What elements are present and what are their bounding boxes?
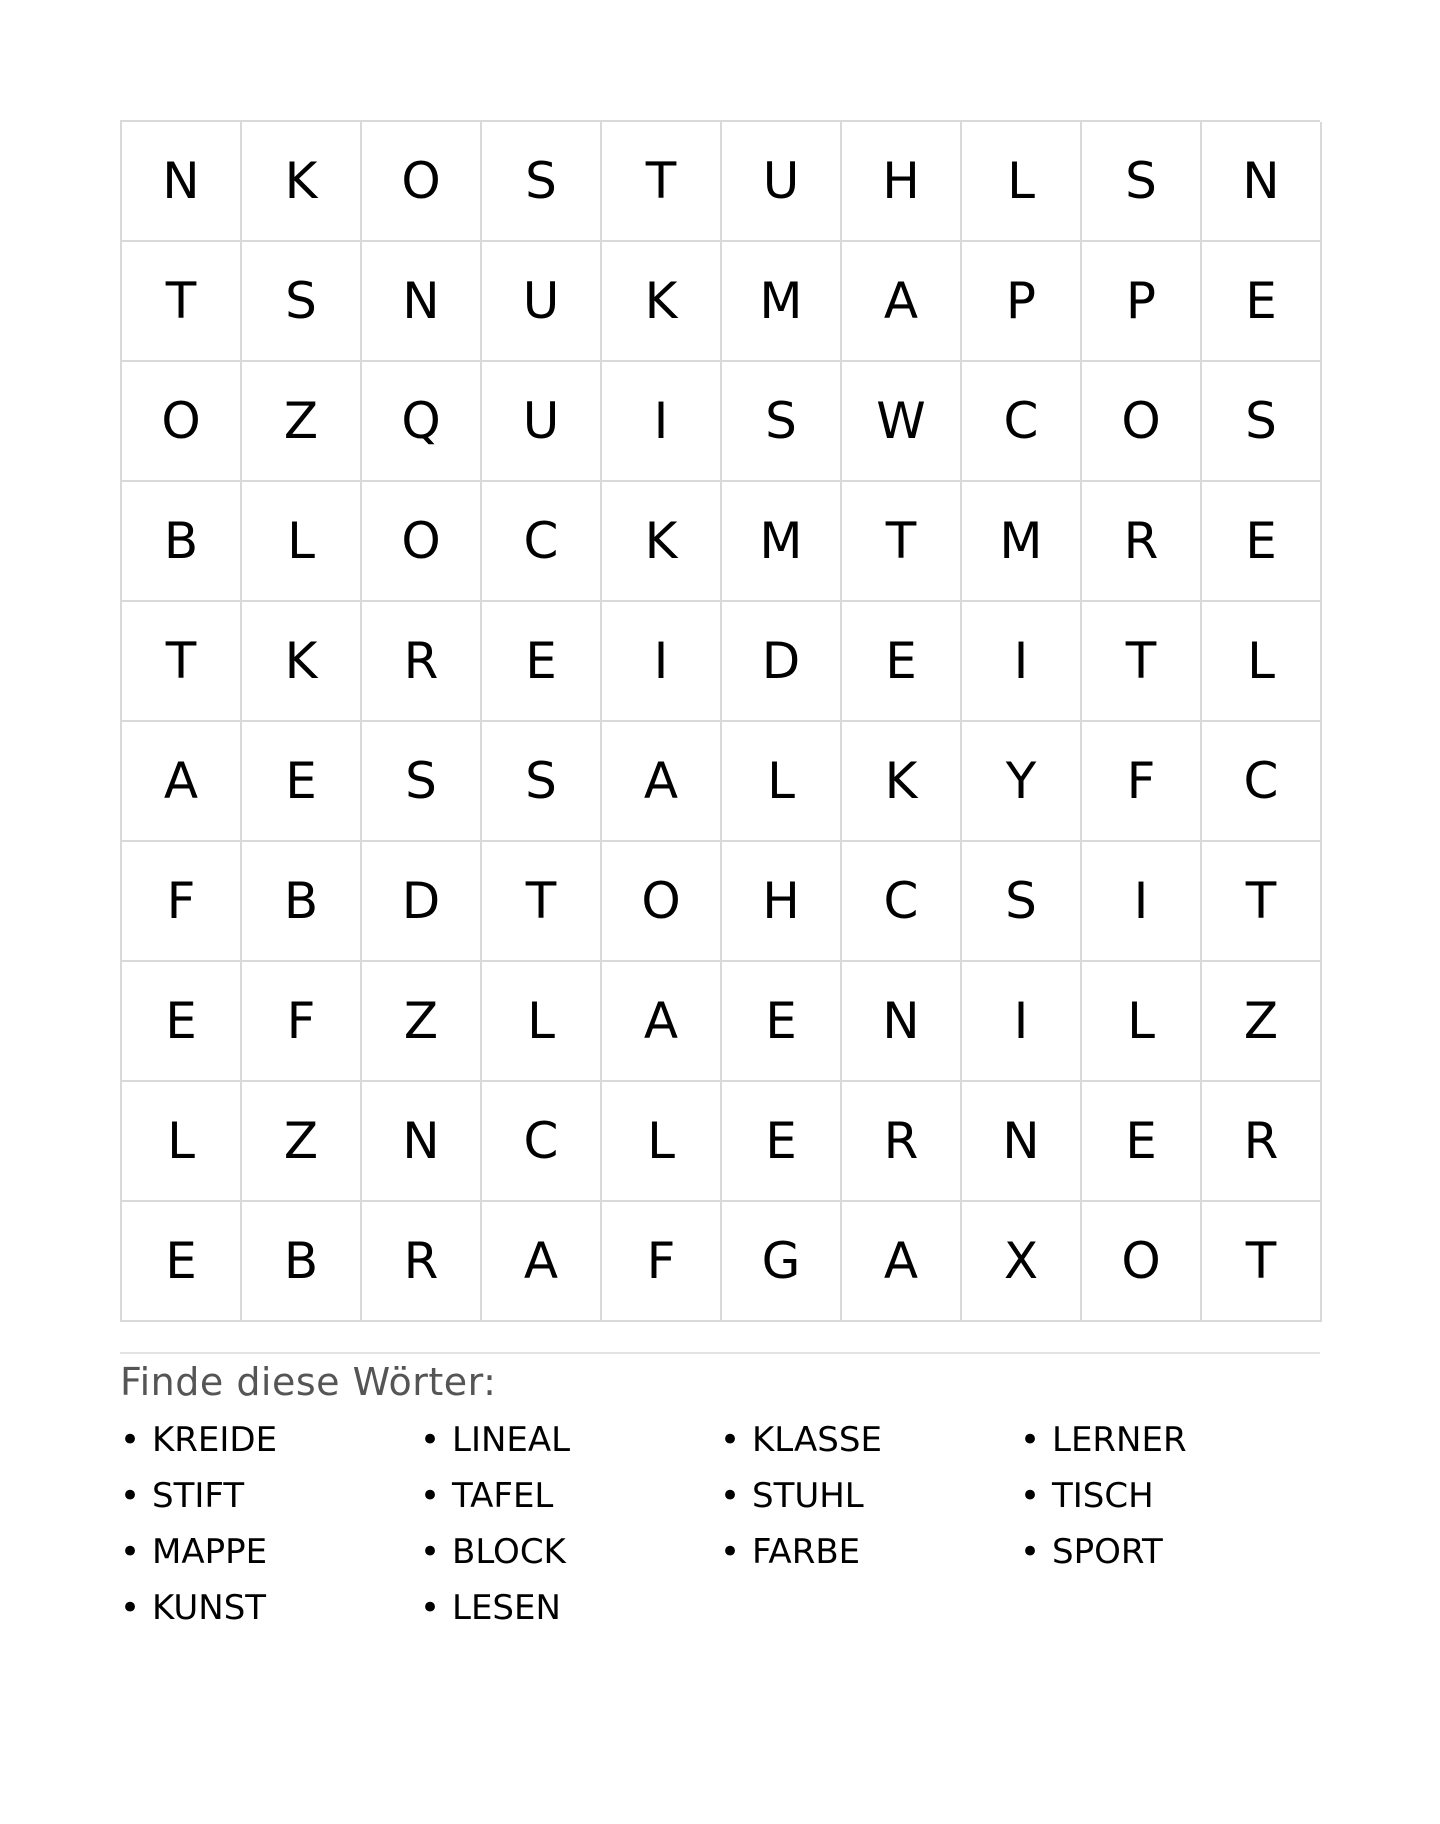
- word-list-item: [120, 1588, 420, 1644]
- grid-cell[interactable]: O: [1082, 362, 1202, 482]
- grid-cell[interactable]: T: [482, 842, 602, 962]
- grid-cell[interactable]: U: [722, 122, 842, 242]
- bullet-icon: •: [420, 1420, 441, 1460]
- word-list-item: [1020, 1532, 1320, 1588]
- grid-cell[interactable]: L: [722, 722, 842, 842]
- grid-cell[interactable]: K: [242, 122, 362, 242]
- grid-cell[interactable]: F: [122, 842, 242, 962]
- bullet-icon: •: [1020, 1532, 1041, 1572]
- word-label: KUNST: [152, 1588, 267, 1628]
- grid-cell[interactable]: I: [1082, 842, 1202, 962]
- grid-cell[interactable]: X: [962, 1202, 1082, 1322]
- grid-cell[interactable]: C: [482, 1082, 602, 1202]
- grid-cell[interactable]: Q: [362, 362, 482, 482]
- grid-cell[interactable]: L: [482, 962, 602, 1082]
- grid-cell[interactable]: W: [842, 362, 962, 482]
- word-label: LINEAL: [452, 1420, 571, 1460]
- grid-cell[interactable]: F: [602, 1202, 722, 1322]
- grid-cell[interactable]: N: [1202, 122, 1322, 242]
- grid-cell[interactable]: M: [722, 482, 842, 602]
- word-label: KREIDE: [152, 1420, 278, 1460]
- grid-cell[interactable]: I: [602, 362, 722, 482]
- grid-cell[interactable]: O: [362, 482, 482, 602]
- grid-cell[interactable]: E: [842, 602, 962, 722]
- grid-cell[interactable]: D: [362, 842, 482, 962]
- grid-cell[interactable]: F: [242, 962, 362, 1082]
- grid-cell[interactable]: M: [722, 242, 842, 362]
- bullet-icon: •: [420, 1588, 441, 1628]
- word-label: TAFEL: [452, 1476, 554, 1516]
- grid-cell[interactable]: K: [602, 242, 722, 362]
- word-list-item: [720, 1532, 1020, 1588]
- grid-cell[interactable]: L: [242, 482, 362, 602]
- grid-cell[interactable]: Z: [362, 962, 482, 1082]
- grid-cell[interactable]: T: [842, 482, 962, 602]
- bullet-icon: •: [420, 1532, 441, 1572]
- grid-cell[interactable]: C: [1202, 722, 1322, 842]
- word-list-item: [420, 1476, 720, 1532]
- grid-cell[interactable]: S: [482, 122, 602, 242]
- grid-cell[interactable]: H: [842, 122, 962, 242]
- bullet-icon: •: [720, 1532, 741, 1572]
- grid-cell[interactable]: I: [602, 602, 722, 722]
- grid-cell[interactable]: U: [482, 242, 602, 362]
- word-label: SPORT: [1052, 1532, 1163, 1572]
- bullet-icon: •: [1020, 1476, 1041, 1516]
- divider: [120, 1352, 1320, 1354]
- grid-cell[interactable]: P: [1082, 242, 1202, 362]
- word-list-item: [420, 1420, 720, 1476]
- word-label: LERNER: [1052, 1420, 1187, 1460]
- word-search-puzzle: [120, 120, 1320, 1644]
- grid-cell[interactable]: E: [122, 1202, 242, 1322]
- grid-cell[interactable]: T: [122, 242, 242, 362]
- word-list-item: [120, 1476, 420, 1532]
- grid-cell[interactable]: S: [1082, 122, 1202, 242]
- letter-grid: [120, 120, 1320, 1322]
- grid-cell[interactable]: S: [722, 362, 842, 482]
- grid-cell[interactable]: S: [362, 722, 482, 842]
- grid-cell[interactable]: Z: [242, 1082, 362, 1202]
- grid-cell[interactable]: T: [602, 122, 722, 242]
- grid-cell[interactable]: L: [602, 1082, 722, 1202]
- grid-cell[interactable]: S: [1202, 362, 1322, 482]
- grid-cell[interactable]: O: [1082, 1202, 1202, 1322]
- grid-cell[interactable]: F: [1082, 722, 1202, 842]
- bullet-icon: •: [720, 1420, 741, 1460]
- grid-cell[interactable]: O: [602, 842, 722, 962]
- grid-cell[interactable]: E: [722, 962, 842, 1082]
- grid-cell[interactable]: N: [842, 962, 962, 1082]
- bullet-icon: •: [120, 1532, 141, 1572]
- bullet-icon: •: [120, 1588, 141, 1628]
- grid-cell[interactable]: A: [602, 722, 722, 842]
- word-list-item: [120, 1532, 420, 1588]
- grid-cell[interactable]: R: [842, 1082, 962, 1202]
- grid-cell[interactable]: N: [362, 242, 482, 362]
- word-list-item: [720, 1420, 1020, 1476]
- grid-cell[interactable]: P: [962, 242, 1082, 362]
- word-list-item: [420, 1588, 720, 1644]
- grid-cell[interactable]: L: [962, 122, 1082, 242]
- word-list: [120, 1420, 1320, 1644]
- grid-cell[interactable]: N: [962, 1082, 1082, 1202]
- grid-cell[interactable]: R: [362, 602, 482, 722]
- grid-cell[interactable]: E: [122, 962, 242, 1082]
- grid-cell[interactable]: H: [722, 842, 842, 962]
- word-list-item: [1020, 1420, 1320, 1476]
- word-list-item: [1020, 1476, 1320, 1532]
- grid-cell[interactable]: R: [1202, 1082, 1322, 1202]
- grid-cell[interactable]: A: [482, 1202, 602, 1322]
- word-list-heading: Finde diese Wörter:: [120, 1360, 497, 1404]
- grid-cell[interactable]: D: [722, 602, 842, 722]
- grid-cell[interactable]: B: [122, 482, 242, 602]
- word-list-item: [720, 1476, 1020, 1532]
- grid-cell[interactable]: R: [362, 1202, 482, 1322]
- grid-cell[interactable]: E: [482, 602, 602, 722]
- bullet-icon: •: [420, 1476, 441, 1516]
- grid-cell[interactable]: B: [242, 842, 362, 962]
- grid-cell[interactable]: A: [842, 242, 962, 362]
- grid-cell[interactable]: K: [842, 722, 962, 842]
- word-label: BLOCK: [452, 1532, 566, 1572]
- grid-cell[interactable]: L: [122, 1082, 242, 1202]
- word-list-item: [420, 1532, 720, 1588]
- grid-cell[interactable]: T: [1202, 842, 1322, 962]
- grid-cell[interactable]: Y: [962, 722, 1082, 842]
- grid-cell[interactable]: O: [122, 362, 242, 482]
- grid-cell[interactable]: S: [482, 722, 602, 842]
- grid-cell[interactable]: M: [962, 482, 1082, 602]
- grid-cell[interactable]: I: [962, 602, 1082, 722]
- grid-cell[interactable]: C: [482, 482, 602, 602]
- grid-cell[interactable]: A: [602, 962, 722, 1082]
- word-label: LESEN: [452, 1588, 561, 1628]
- grid-cell[interactable]: B: [242, 1202, 362, 1322]
- grid-cell[interactable]: S: [962, 842, 1082, 962]
- grid-cell[interactable]: R: [1082, 482, 1202, 602]
- grid-cell[interactable]: I: [962, 962, 1082, 1082]
- word-label: STIFT: [152, 1476, 245, 1516]
- word-list-item: [120, 1420, 420, 1476]
- grid-cell[interactable]: A: [122, 722, 242, 842]
- grid-cell[interactable]: C: [842, 842, 962, 962]
- grid-cell[interactable]: E: [1202, 482, 1322, 602]
- grid-cell[interactable]: K: [242, 602, 362, 722]
- grid-cell[interactable]: G: [722, 1202, 842, 1322]
- grid-cell[interactable]: T: [122, 602, 242, 722]
- word-label: FARBE: [752, 1532, 861, 1572]
- grid-cell[interactable]: E: [1082, 1082, 1202, 1202]
- grid-cell[interactable]: A: [842, 1202, 962, 1322]
- grid-cell[interactable]: E: [242, 722, 362, 842]
- grid-cell[interactable]: O: [362, 122, 482, 242]
- grid-cell[interactable]: S: [242, 242, 362, 362]
- grid-cell[interactable]: N: [362, 1082, 482, 1202]
- word-label: MAPPE: [152, 1532, 268, 1572]
- grid-cell[interactable]: T: [1202, 1202, 1322, 1322]
- grid-cell[interactable]: L: [1082, 962, 1202, 1082]
- grid-cell[interactable]: T: [1082, 602, 1202, 722]
- grid-cell[interactable]: U: [482, 362, 602, 482]
- word-label: KLASSE: [752, 1420, 882, 1460]
- grid-cell[interactable]: E: [722, 1082, 842, 1202]
- grid-cell[interactable]: C: [962, 362, 1082, 482]
- grid-cell[interactable]: K: [602, 482, 722, 602]
- grid-cell[interactable]: L: [1202, 602, 1322, 722]
- bullet-icon: •: [1020, 1420, 1041, 1460]
- bullet-icon: •: [120, 1476, 141, 1516]
- grid-cell[interactable]: Z: [242, 362, 362, 482]
- grid-cell[interactable]: E: [1202, 242, 1322, 362]
- word-label: TISCH: [1052, 1476, 1154, 1516]
- word-label: STUHL: [752, 1476, 864, 1516]
- bullet-icon: •: [720, 1476, 741, 1516]
- grid-cell[interactable]: Z: [1202, 962, 1322, 1082]
- grid-cell[interactable]: N: [122, 122, 242, 242]
- bullet-icon: •: [120, 1420, 141, 1460]
